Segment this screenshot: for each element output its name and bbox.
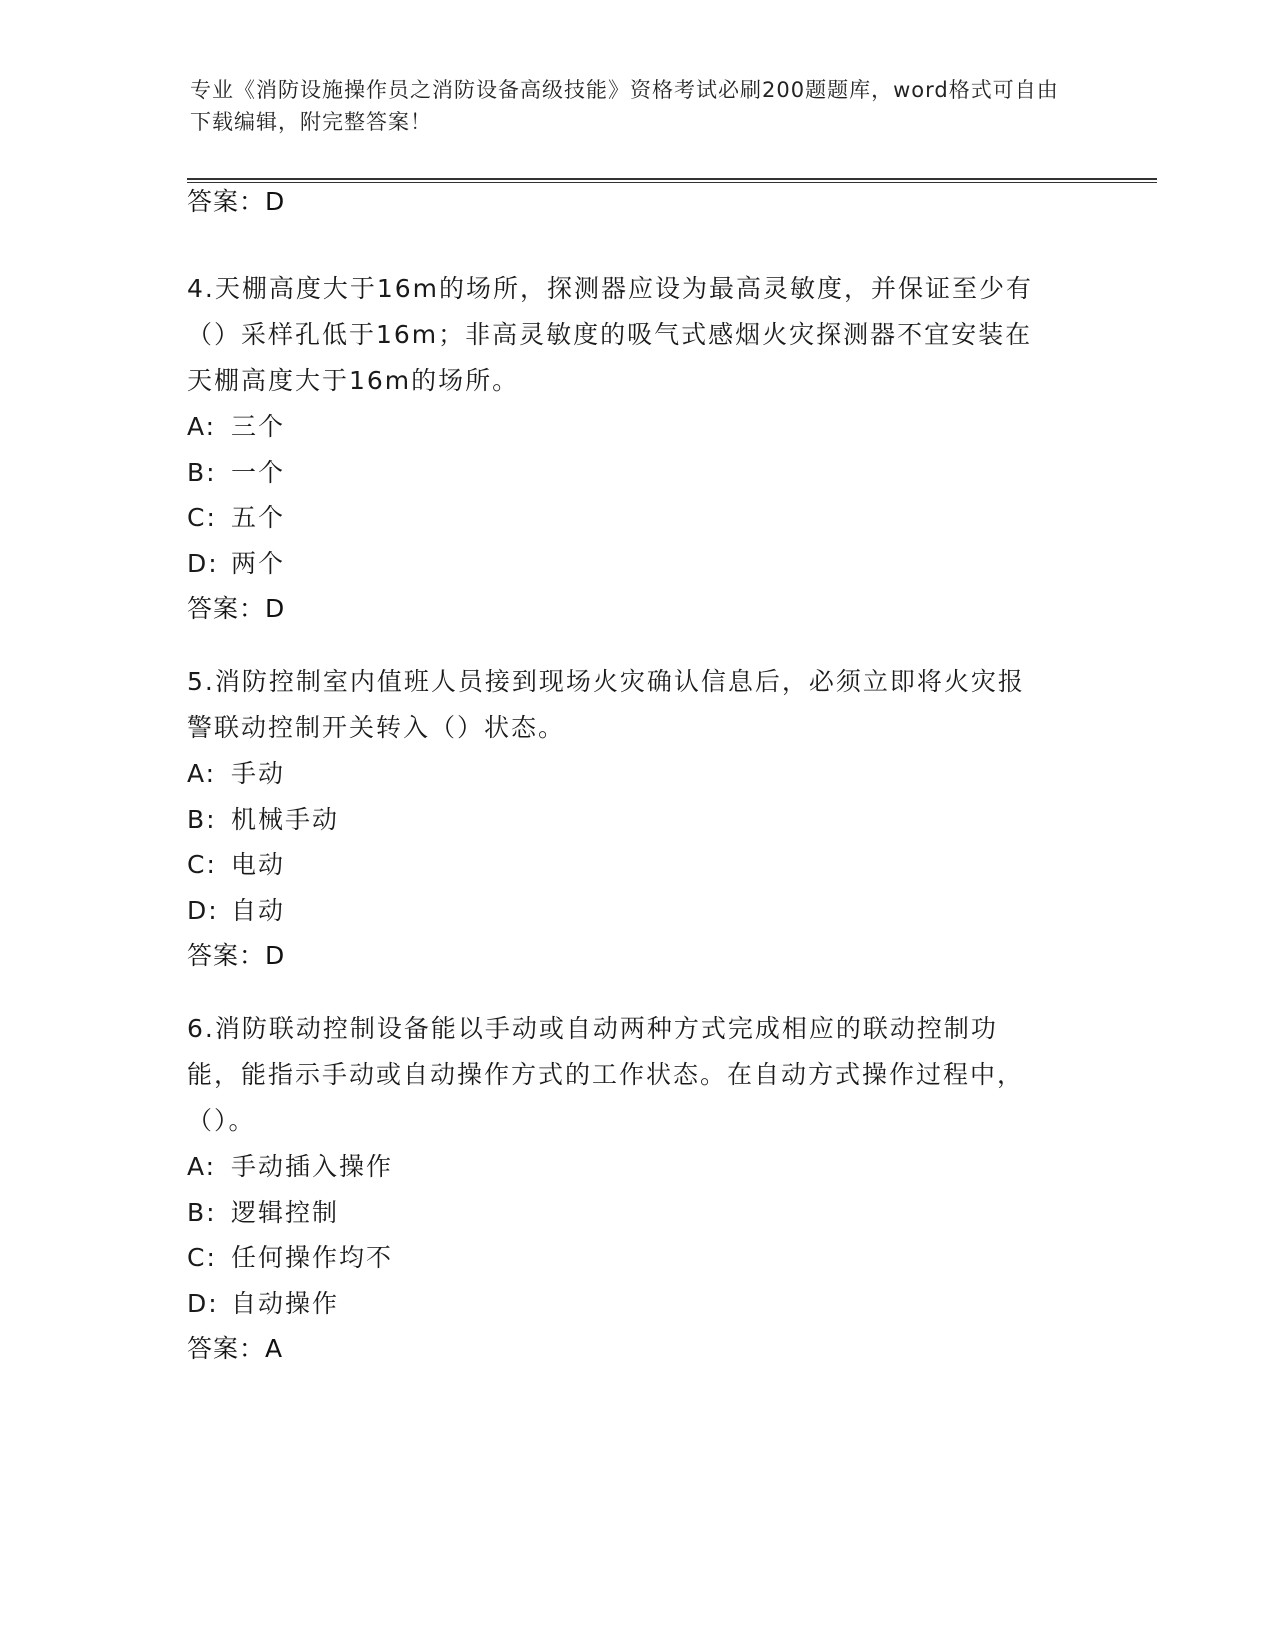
question-answer: 答案：D (187, 941, 286, 970)
option-d: D: 两个 (187, 548, 286, 578)
question-stem: 6.消防联动控制设备能以手动或自动两种方式完成相应的联动控制功能，能指示手动或自动操作方式的工作状态。在自动方式操作过程中，（）。 (187, 1014, 1025, 1135)
option-a: A: 三个 (187, 412, 286, 441)
option-b: B: 一个 (187, 457, 286, 487)
question-answer: 答案：D (187, 594, 286, 623)
question-6 (187, 1006, 1047, 1371)
question-stem: 5.消防控制室内值班人员接到现场火灾确认信息后，必须立即将火灾报警联动控制开关转入（）状态。 (187, 667, 1025, 742)
option-c: C: 任何操作均不 (187, 1243, 394, 1272)
option-a: A: 手动 (187, 759, 286, 788)
option-list (187, 404, 1047, 586)
option-b: B: 机械手动 (187, 804, 340, 834)
option-b: B: 逻辑控制 (187, 1197, 340, 1227)
previous-answer: 答案：D (187, 187, 286, 216)
question-stem: 4.天棚高度大于16m的场所，探测器应设为最高灵敏度，并保证至少有（）采样孔低于16m；非高灵敏度的吸气式感烟火灾探测器不宜安装在天棚高度大于16m的场所。 (187, 274, 1034, 395)
question-answer: 答案：A (187, 1334, 284, 1363)
question-5 (187, 659, 1047, 978)
question-4 (187, 266, 1047, 631)
option-list (187, 1144, 1047, 1326)
option-c: C: 电动 (187, 850, 286, 879)
document-intro: 专业《消防设施操作员之消防设备高级技能》资格考试必刷200题题库，word格式可自由下载编辑，附完整答案！ (190, 78, 1059, 134)
option-d: D: 自动 (187, 895, 286, 925)
option-d: D: 自动操作 (187, 1288, 340, 1318)
option-c: C: 五个 (187, 503, 286, 532)
header-divider (187, 178, 1157, 183)
option-a: A: 手动插入操作 (187, 1152, 394, 1181)
option-list (187, 751, 1047, 933)
